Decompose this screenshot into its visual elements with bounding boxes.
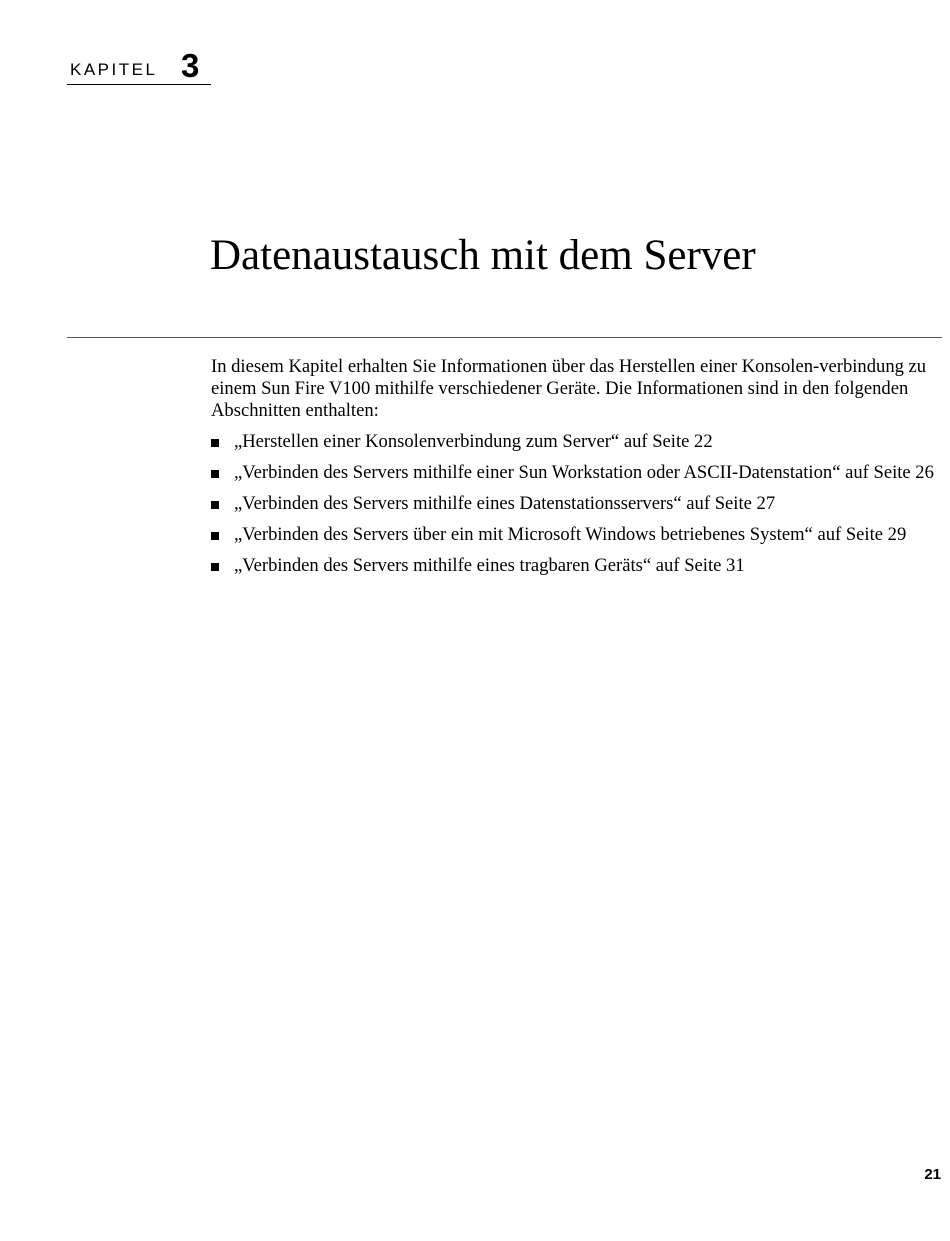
- title-divider: [67, 337, 942, 338]
- section-link-5[interactable]: [211, 555, 939, 577]
- chapter-heading: [67, 48, 211, 85]
- bullet-icon: [211, 439, 219, 447]
- bullet-icon: [211, 470, 219, 478]
- bullet-icon: [211, 532, 219, 540]
- page-title: Datenaustausch mit dem Server: [210, 232, 756, 279]
- section-link-text: „Verbinden des Servers mithilfe eines tragbaren Geräts“ auf Seite 31: [234, 555, 745, 576]
- intro-paragraph: In diesem Kapitel erhalten Sie Informationen über das Herstellen einer Konsolen-verbindung zu einem Sun Fire V100 mithilfe verschiedener Geräte. Die Informationen sind in den folgenden Abschnitten enthalten:: [211, 356, 927, 421]
- section-link-text: „Verbinden des Servers über ein mit Microsoft Windows betriebenes System“ auf Seite 29: [234, 524, 907, 545]
- bullet-icon: [211, 563, 219, 571]
- chapter-number: 3: [181, 47, 200, 84]
- section-link-4[interactable]: [211, 524, 939, 546]
- section-link-text: „Verbinden des Servers mithilfe einer Sun Workstation oder ASCII-Datenstation“ auf Seite 26: [234, 462, 934, 483]
- chapter-body: [211, 356, 939, 586]
- chapter-label: KAPITEL: [70, 60, 158, 79]
- section-link-text: „Herstellen einer Konsolenverbindung zum Server“ auf Seite 22: [234, 431, 713, 452]
- section-link-text: „Verbinden des Servers mithilfe eines Datenstationsservers“ auf Seite 27: [234, 493, 776, 514]
- bullet-icon: [211, 501, 219, 509]
- section-link-3[interactable]: [211, 493, 939, 515]
- section-link-1[interactable]: [211, 431, 939, 453]
- page-number: 21: [924, 1166, 941, 1183]
- section-list: [211, 431, 939, 577]
- section-link-2[interactable]: [211, 462, 939, 484]
